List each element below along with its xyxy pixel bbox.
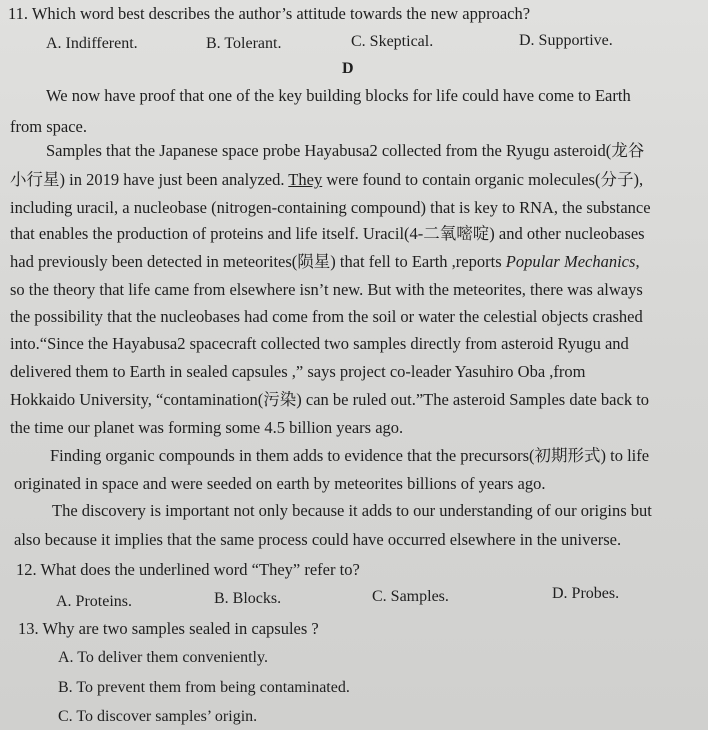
passage-line [10,252,640,272]
passage-line [10,170,643,190]
q11-option-b: B. Tolerant. [206,35,282,52]
passage-line: including uracil, a nucleobase (nitrogen-containing compound) that is key to RNA, the substance [10,198,651,217]
passage-line-part: had previously been detected in meteorites(陨星) that fell to Earth ,reports [10,252,506,271]
passage-line: The discovery is important not only because it adds to our understanding of our origins but [52,501,652,520]
passage-line: the possibility that the nucleobases had come from the soil or water the celestial objects crashed [10,307,643,326]
passage-line: We now have proof that one of the key building blocks for life could have come to Earth [46,86,631,105]
passage-line: from space. [10,117,87,136]
q12-option-c: C. Samples. [372,588,449,605]
passage-line: Samples that the Japanese space probe Hayabusa2 collected from the Ryugu asteroid(龙谷 [46,141,645,160]
passage-label: D [342,60,354,77]
q11-option-a: A. Indifferent. [46,35,138,52]
passage-line: into.“Since the Hayabusa2 spacecraft collected two samples directly from asteroid Ryugu and [10,334,629,353]
q12-stem: 12. What does the underlined word “They” refer to? [16,560,360,579]
passage-line: delivered them to Earth in sealed capsules ,” says project co-leader Yasuhiro Oba ,from [10,362,586,381]
passage-line: that enables the production of proteins and life itself. Uracil(4-二氧嘧啶) and other nucleobases [10,224,645,243]
passage-line-part: 小行星) in 2019 have just been analyzed. [10,170,289,189]
source-popular-mechanics: Popular Mechanics [505,252,636,271]
q12-option-b: B. Blocks. [214,590,282,607]
q13-option-b: B. To prevent them from being contaminated. [58,679,350,696]
passage-line: also because it implies that the same process could have occurred elsewhere in the universe. [14,530,622,549]
passage-line-part: were found to contain organic molecules(分子), [322,170,644,189]
q11-option-d: D. Supportive. [519,32,613,49]
passage-line: the time our planet was forming some 4.5 billion years ago. [10,418,404,437]
passage-line: originated in space and were seeded on earth by meteorites billions of years ago. [14,474,546,493]
q11-stem: 11. Which word best describes the author’s attitude towards the new approach? [8,4,531,23]
q13-stem: 13. Why are two samples sealed in capsules ? [18,619,319,638]
q11-option-c: C. Skeptical. [351,33,434,50]
passage-line: Finding organic compounds in them adds to evidence that the precursors(初期形式) to life [50,446,650,465]
underlined-word-they: They [288,170,323,189]
passage-line: so the theory that life came from elsewhere isn’t new. But with the meteorites, there was always [10,280,643,299]
q13-option-a: A. To deliver them conveniently. [58,649,268,666]
passage-line-part: , [635,252,640,271]
passage-line: Hokkaido University, “contamination(污染) can be ruled out.”The asteroid Samples date back to [10,390,650,409]
q13-option-c: C. To discover samples’ origin. [58,708,258,725]
q12-option-d: D. Probes. [552,585,620,602]
q12-option-a: A. Proteins. [56,593,132,610]
